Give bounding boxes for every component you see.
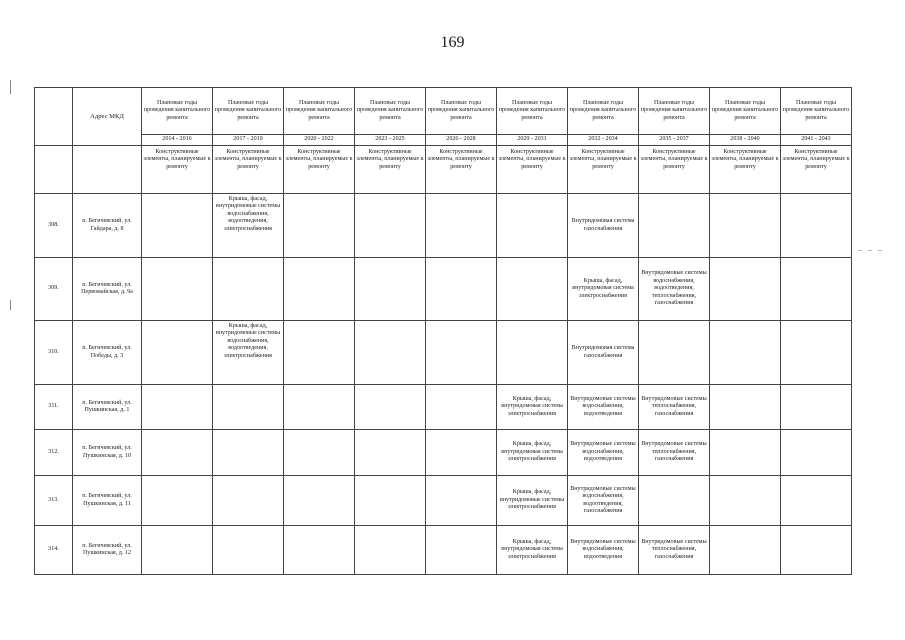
row-cell <box>497 258 568 321</box>
header-period: 2032 - 2034 <box>568 135 639 146</box>
header-elements: Конструктивные элементы, планируемые к ремонту <box>213 146 284 194</box>
header-row-planned-years <box>35 88 852 135</box>
row-cell <box>355 430 426 476</box>
header-planned-years: Плановые годы проведения капитального ремонта <box>781 88 852 135</box>
header-planned-years: Плановые годы проведения капитального ремонта <box>213 88 284 135</box>
header-elements: Конструктивные элементы, планируемые к ремонту <box>710 146 781 194</box>
row-address: п. Бегичевский, ул. Пушкинская, д. 12 <box>73 526 142 575</box>
row-cell: Внутридомовая система газоснабжения <box>568 321 639 385</box>
header-address-cell: Адрес МКД <box>73 88 142 146</box>
row-cell: Внутридомовые системы теплоснабжения, газоснабжения <box>639 385 710 430</box>
row-cell <box>781 526 852 575</box>
header-period: 2023 - 2025 <box>355 135 426 146</box>
table-row <box>35 526 852 575</box>
header-number-cell <box>35 88 73 146</box>
row-cell <box>142 476 213 526</box>
row-number: 314. <box>35 526 73 575</box>
header-planned-years: Плановые годы проведения капитального ремонта <box>639 88 710 135</box>
row-cell: Внутридомовые системы водоснабжения, водоотведения, газоснабжения <box>568 476 639 526</box>
header-elements: Конструктивные элементы, планируемые к ремонту <box>284 146 355 194</box>
row-cell <box>213 385 284 430</box>
header-planned-years: Плановые годы проведения капитального ремонта <box>142 88 213 135</box>
row-number: 309. <box>35 258 73 321</box>
row-cell <box>781 430 852 476</box>
row-cell <box>142 385 213 430</box>
row-cell <box>355 476 426 526</box>
row-cell: Внутридомовые системы водоснабжения, водоотведения, теплоснабжения, газоснабжения <box>639 258 710 321</box>
table-row <box>35 321 852 385</box>
header-planned-years: Плановые годы проведения капитального ремонта <box>497 88 568 135</box>
header-empty-cell <box>35 146 73 194</box>
table-row <box>35 194 852 258</box>
row-cell: Внутридомовые системы водоснабжения, водоотведения <box>568 526 639 575</box>
header-period: 2035 - 2037 <box>639 135 710 146</box>
row-cell: Внутридомовые системы водоснабжения, водоотведения <box>568 430 639 476</box>
page-number: 169 <box>440 34 465 51</box>
row-cell <box>710 194 781 258</box>
table-row <box>35 258 852 321</box>
header-period: 2020 - 2022 <box>284 135 355 146</box>
row-address: п. Бегичевский, ул. Гайдара, д. 8 <box>73 194 142 258</box>
row-cell <box>355 321 426 385</box>
row-cell: Крыша, фасад, внутридомовая система электроснабжения <box>568 258 639 321</box>
row-cell <box>355 258 426 321</box>
margin-scan-mark <box>10 80 11 94</box>
header-planned-years: Плановые годы проведения капитального ремонта <box>710 88 781 135</box>
row-cell <box>355 526 426 575</box>
margin-scan-mark <box>10 300 11 310</box>
header-row-elements <box>35 146 852 194</box>
header-period: 2017 - 2019 <box>213 135 284 146</box>
row-cell <box>426 385 497 430</box>
row-cell: Крыша, фасад, внутридомовая система электроснабжения <box>497 430 568 476</box>
row-number: 310. <box>35 321 73 385</box>
row-cell <box>142 526 213 575</box>
row-cell: Крыша, фасад, внутридомовая система электроснабжения <box>497 385 568 430</box>
header-row-periods <box>35 135 852 146</box>
row-cell: Крыша, фасад, внутридомовые системы электроснабжения <box>497 476 568 526</box>
row-cell <box>781 321 852 385</box>
row-number: 311. <box>35 385 73 430</box>
row-cell <box>284 476 355 526</box>
row-cell <box>284 258 355 321</box>
row-address: п. Бегичевский, ул. Пушкинская, д. 11 <box>73 476 142 526</box>
row-cell: Внутридомовые системы теплоснабжения, газоснабжения <box>639 430 710 476</box>
row-cell <box>213 430 284 476</box>
row-cell <box>142 430 213 476</box>
header-period: 2026 - 2028 <box>426 135 497 146</box>
row-cell <box>426 476 497 526</box>
row-number: 312. <box>35 430 73 476</box>
row-cell <box>426 321 497 385</box>
row-cell: Внутридомовые системы теплоснабжения, газоснабжения <box>639 526 710 575</box>
header-elements: Конструктивные элементы, планируемые к ремонту <box>426 146 497 194</box>
row-cell <box>426 194 497 258</box>
row-cell <box>213 526 284 575</box>
row-cell <box>426 258 497 321</box>
header-period: 2014 - 2016 <box>142 135 213 146</box>
row-cell <box>284 385 355 430</box>
row-cell <box>284 526 355 575</box>
row-cell <box>355 385 426 430</box>
repair-schedule-table <box>34 87 852 575</box>
row-cell <box>284 194 355 258</box>
row-cell <box>781 385 852 430</box>
row-address: п. Бегичевский, ул. Первомайская, д. 9а <box>73 258 142 321</box>
row-cell: Крыша, фасад, внутридомовая система электроснабжения <box>497 526 568 575</box>
row-cell <box>142 321 213 385</box>
row-cell <box>284 430 355 476</box>
table-row <box>35 476 852 526</box>
row-cell <box>781 476 852 526</box>
header-planned-years: Плановые годы проведения капитального ремонта <box>284 88 355 135</box>
row-cell <box>497 321 568 385</box>
header-period: 2038 - 2040 <box>710 135 781 146</box>
row-cell <box>710 430 781 476</box>
row-cell <box>710 526 781 575</box>
row-cell: Крыша, фасад, внутридомовые системы водоснабжения, водоотведения, электроснабжения <box>213 321 284 385</box>
row-cell <box>284 321 355 385</box>
row-cell <box>213 476 284 526</box>
row-cell <box>426 430 497 476</box>
row-cell <box>426 526 497 575</box>
row-cell <box>710 258 781 321</box>
row-cell: Внутридомовая система газоснабжения <box>568 194 639 258</box>
row-cell <box>142 194 213 258</box>
header-elements: Конструктивные элементы, планируемые к ремонту <box>781 146 852 194</box>
row-cell <box>142 258 213 321</box>
row-cell <box>710 321 781 385</box>
row-cell: Внутридомовые системы водоснабжения, водоотведения <box>568 385 639 430</box>
row-address: п. Бегичевский, ул. Пушкинская, д. 1 <box>73 385 142 430</box>
row-address: п. Бегичевский, ул. Пушкинская, д. 10 <box>73 430 142 476</box>
row-number: 313. <box>35 476 73 526</box>
row-cell <box>639 476 710 526</box>
row-address: п. Бегичевский, ул. Победы, д. 3 <box>73 321 142 385</box>
header-period: 2041 - 2043 <box>781 135 852 146</box>
header-elements: Конструктивные элементы, планируемые к ремонту <box>142 146 213 194</box>
repair-schedule-table-wrapper <box>34 87 852 575</box>
row-cell <box>213 258 284 321</box>
row-cell <box>639 194 710 258</box>
row-cell <box>639 321 710 385</box>
header-elements: Конструктивные элементы, планируемые к ремонту <box>568 146 639 194</box>
row-cell <box>355 194 426 258</box>
table-row <box>35 430 852 476</box>
table-row <box>35 385 852 430</box>
margin-dash-mark: – – – <box>858 245 884 254</box>
header-planned-years: Плановые годы проведения капитального ремонта <box>355 88 426 135</box>
header-elements: Конструктивные элементы, планируемые к ремонту <box>355 146 426 194</box>
row-number: 308. <box>35 194 73 258</box>
row-cell <box>710 476 781 526</box>
header-elements: Конструктивные элементы, планируемые к ремонту <box>497 146 568 194</box>
row-cell <box>781 258 852 321</box>
row-cell <box>710 385 781 430</box>
header-planned-years: Плановые годы проведения капитального ремонта <box>426 88 497 135</box>
row-cell <box>781 194 852 258</box>
header-empty-cell <box>73 146 142 194</box>
row-cell: Крыша, фасад, внутридомовые системы водоснабжения, водоотведения, электроснабжения <box>213 194 284 258</box>
header-elements: Конструктивные элементы, планируемые к ремонту <box>639 146 710 194</box>
header-planned-years: Плановые годы проведения капитального ремонта <box>568 88 639 135</box>
header-period: 2029 - 2031 <box>497 135 568 146</box>
row-cell <box>497 194 568 258</box>
